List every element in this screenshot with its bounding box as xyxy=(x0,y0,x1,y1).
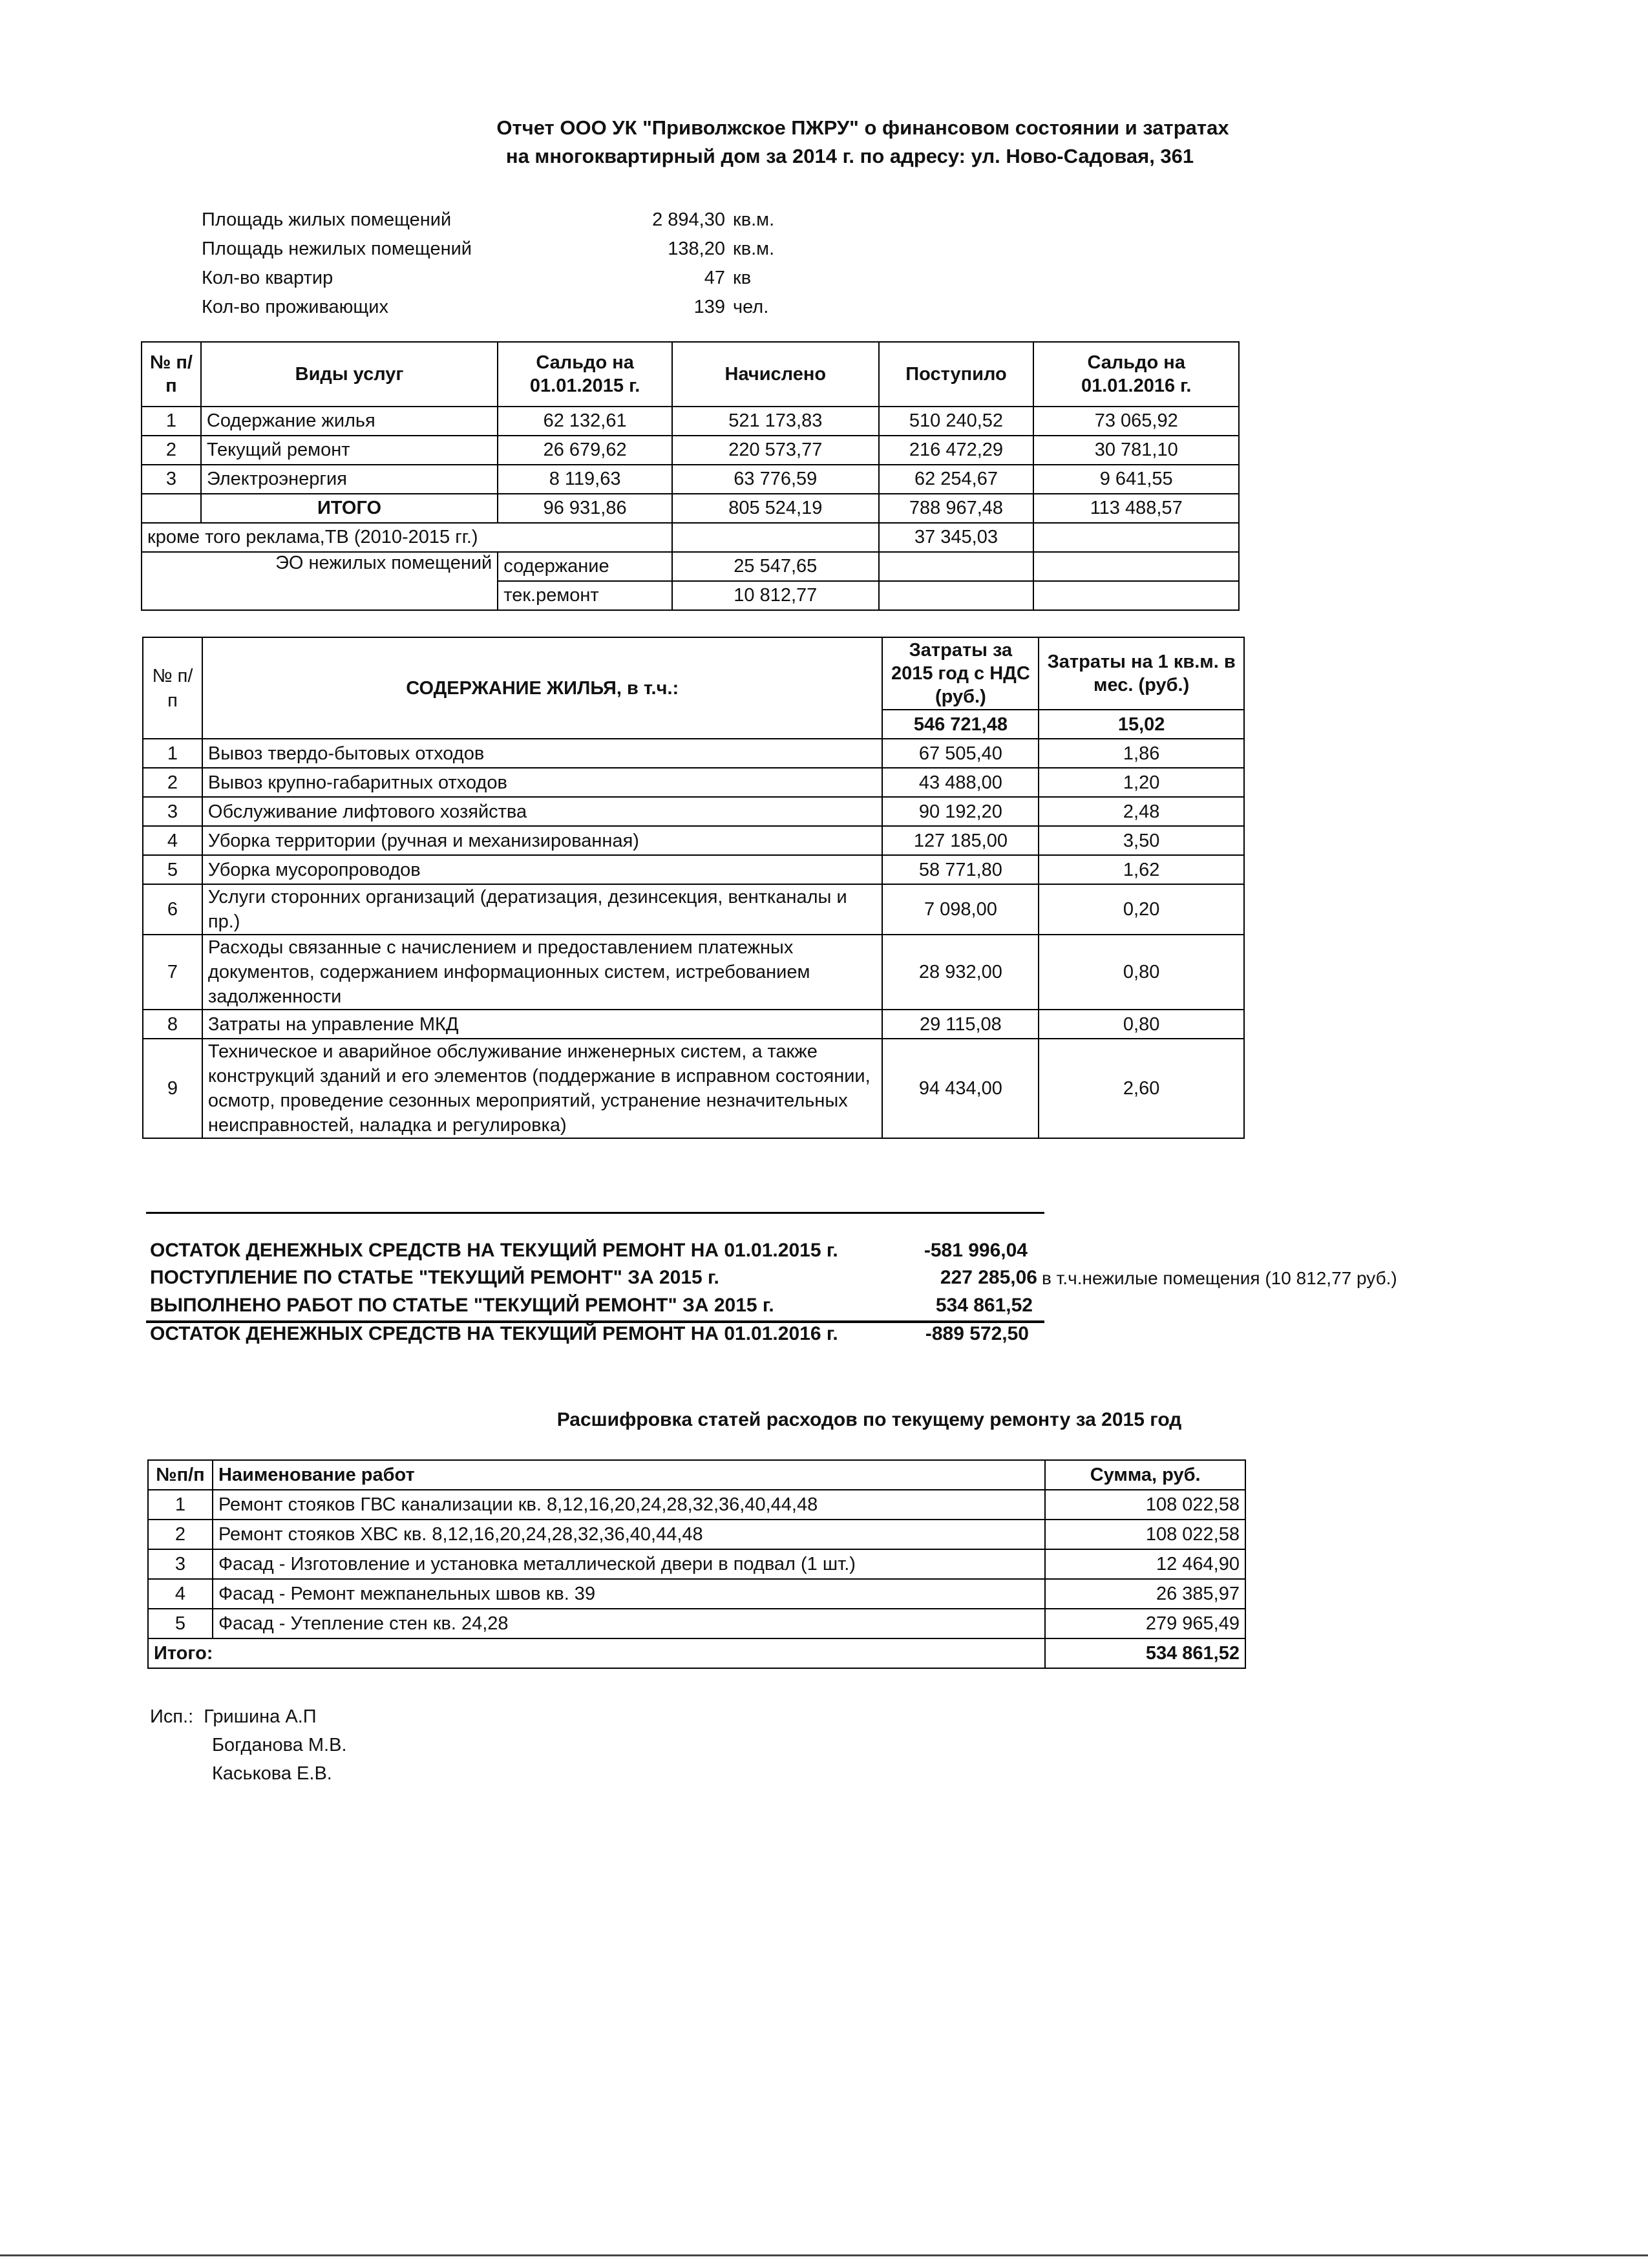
table-row xyxy=(143,1010,1244,1039)
cell-charged: 220 573,77 xyxy=(672,436,879,465)
cell-cost: 127 185,00 xyxy=(882,826,1039,855)
divider xyxy=(146,1212,1044,1214)
cell-service: Содержание жилья xyxy=(201,407,498,436)
cell-received: 216 472,29 xyxy=(879,436,1034,465)
cell-num: 5 xyxy=(148,1609,213,1638)
executor-name: Каськова Е.В. xyxy=(212,1763,332,1784)
info-label: Кол-во квартир xyxy=(202,268,333,288)
executors xyxy=(150,1702,347,1788)
cell-sum: 26 385,97 xyxy=(1045,1579,1245,1609)
nonres-row xyxy=(142,552,1239,581)
info-unit: чел. xyxy=(733,297,769,317)
col-header-num: № п/п xyxy=(143,637,202,739)
total-row xyxy=(142,494,1239,523)
cell-cost: 58 771,80 xyxy=(882,855,1039,884)
cell-sum: 12 464,90 xyxy=(1045,1549,1245,1579)
cell-item: Техническое и аварийное обслуживание инженерных систем, а также конструкций зданий и его элементов (поддержание в исправном состоянии, осмотр, проведение сезонных мероприятий, устранение незначительных неисправностей, наладка и регулировка) xyxy=(202,1039,883,1138)
cell-num: 2 xyxy=(148,1520,213,1549)
cell-item: Услуги сторонних организаций (дератизация, дезинсекция, вентканалы и пр.) xyxy=(202,884,883,935)
cell-work: Фасад - Изготовление и установка металлической двери в подвал (1 шт.) xyxy=(213,1549,1045,1579)
nonres-empty-cell xyxy=(1033,552,1239,581)
building-info xyxy=(202,206,774,322)
cell-per-m2: 0,20 xyxy=(1039,884,1244,935)
table-row xyxy=(148,1579,1245,1609)
table-row xyxy=(143,768,1244,797)
cell-cost: 43 488,00 xyxy=(882,768,1039,797)
report-title-line1: Отчет ООО УК "Приволжское ПЖРУ" о финансовом состоянии и затратах xyxy=(496,116,1229,139)
cell-item: Обслуживание лифтового хозяйства xyxy=(202,797,883,826)
cell-work: Фасад - Утепление стен кв. 24,28 xyxy=(213,1609,1045,1638)
table-row xyxy=(148,1520,1245,1549)
cell-item: Вывоз крупно-габаритных отходов xyxy=(202,768,883,797)
table-row xyxy=(148,1490,1245,1520)
col-header-num: №п/п xyxy=(148,1460,213,1490)
cell-cost: 67 505,40 xyxy=(882,739,1039,768)
table-row xyxy=(143,826,1244,855)
col-header-num: № п/п xyxy=(142,342,201,407)
table-row xyxy=(143,797,1244,826)
extra-ads-label: кроме того реклама,ТВ (2010-2015 гг.) xyxy=(142,523,672,552)
info-value: 2 894,30 xyxy=(652,209,725,230)
info-row xyxy=(202,293,774,322)
info-row xyxy=(202,264,774,293)
total-charged: 805 524,19 xyxy=(672,494,879,523)
table-row xyxy=(142,436,1239,465)
nonres-type: тек.ремонт xyxy=(498,581,672,610)
col-header-saldo-start: Сальдо на 01.01.2015 г. xyxy=(498,342,672,407)
cell-num: 9 xyxy=(143,1039,202,1138)
extra-ads-row xyxy=(142,523,1239,552)
cell-num: 4 xyxy=(148,1579,213,1609)
info-value: 138,20 xyxy=(668,238,725,259)
nonres-empty-cell xyxy=(879,581,1034,610)
cell-num: 5 xyxy=(143,855,202,884)
cell-work: Фасад - Ремонт межпанельных швов кв. 39 xyxy=(213,1579,1045,1609)
extra-ads-received: 37 345,03 xyxy=(879,523,1034,552)
total-received: 788 967,48 xyxy=(879,494,1034,523)
col-header-cost: Затраты за 2015 год с НДС (руб.) xyxy=(882,637,1039,710)
report-title-line2: на многоквартирный дом за 2014 г. по адресу: ул. Ново-Садовая, 361 xyxy=(505,145,1194,167)
table-row xyxy=(143,855,1244,884)
cell-num: 4 xyxy=(143,826,202,855)
col-header-sum: Сумма, руб. xyxy=(1045,1460,1245,1490)
cell-per-m2: 3,50 xyxy=(1039,826,1244,855)
cell-saldo-end: 9 641,55 xyxy=(1033,465,1239,494)
report-title xyxy=(0,114,1648,171)
cell-received: 62 254,67 xyxy=(879,465,1034,494)
info-label: Кол-во проживающих xyxy=(202,297,388,317)
cell-saldo-end: 30 781,10 xyxy=(1033,436,1239,465)
extra-empty-cell xyxy=(1033,523,1239,552)
cell-cost: 7 098,00 xyxy=(882,884,1039,935)
info-value: 139 xyxy=(693,297,725,317)
income-label: ПОСТУПЛЕНИЕ ПО СТАТЬЕ "ТЕКУЩИЙ РЕМОНТ" ЗА 2015 г. xyxy=(150,1267,719,1288)
info-unit: кв xyxy=(733,268,752,288)
total-empty-cell xyxy=(142,494,201,523)
repairs-total-label: Итого: xyxy=(148,1638,1045,1668)
cell-num: 3 xyxy=(143,797,202,826)
cell-per-m2: 2,48 xyxy=(1039,797,1244,826)
table-row xyxy=(148,1609,1245,1638)
table-row xyxy=(143,1039,1244,1138)
cell-cost: 94 434,00 xyxy=(882,1039,1039,1138)
cell-saldo-start: 62 132,61 xyxy=(498,407,672,436)
cell-num: 3 xyxy=(148,1549,213,1579)
cell-item: Расходы связанные с начислением и предоставлением платежных документов, содержанием информационных систем, истребованием задолженности xyxy=(202,935,883,1010)
cell-num: 2 xyxy=(143,768,202,797)
total-saldo-end: 113 488,57 xyxy=(1033,494,1239,523)
nonres-label: ЭО нежилых помещений xyxy=(142,552,498,610)
info-row xyxy=(202,206,774,235)
cell-service: Текущий ремонт xyxy=(201,436,498,465)
cell-per-m2: 0,80 xyxy=(1039,1010,1244,1039)
works-done-label: ВЫПОЛНЕНО РАБОТ ПО СТАТЬЕ "ТЕКУЩИЙ РЕМОНТ" ЗА 2015 г. xyxy=(150,1295,774,1316)
balance-end-value: -889 572,50 xyxy=(925,1323,1029,1344)
cell-item: Вывоз твердо-бытовых отходов xyxy=(202,739,883,768)
income-note: в т.ч.нежилые помещения (10 812,77 руб.) xyxy=(1042,1268,1397,1288)
table-header-row xyxy=(148,1460,1245,1490)
cell-num: 1 xyxy=(142,407,201,436)
info-row xyxy=(202,235,774,264)
services-table xyxy=(141,341,1240,611)
cell-num: 1 xyxy=(148,1490,213,1520)
cell-received: 510 240,52 xyxy=(879,407,1034,436)
repairs-title: Расшифровка статей расходов по текущему ремонту за 2015 год xyxy=(556,1409,1182,1430)
table-row xyxy=(142,465,1239,494)
info-label: Площадь жилых помещений xyxy=(202,209,452,230)
executors-label: Исп.: xyxy=(150,1706,194,1727)
total-per-m2: 15,02 xyxy=(1039,710,1244,739)
cell-work: Ремонт стояков ГВС канализации кв. 8,12,16,20,24,28,32,36,40,44,48 xyxy=(213,1490,1045,1520)
cell-num: 8 xyxy=(143,1010,202,1039)
table-row xyxy=(148,1549,1245,1579)
page-bottom-line xyxy=(0,2254,1648,2256)
total-row xyxy=(148,1638,1245,1668)
cell-service: Электроэнергия xyxy=(201,465,498,494)
cell-saldo-start: 8 119,63 xyxy=(498,465,672,494)
balance-start-label: ОСТАТОК ДЕНЕЖНЫХ СРЕДСТВ НА ТЕКУЩИЙ РЕМОНТ НА 01.01.2015 г. xyxy=(150,1240,838,1261)
col-header-charged: Начислено xyxy=(672,342,879,407)
cell-cost: 28 932,00 xyxy=(882,935,1039,1010)
table-header-row xyxy=(143,637,1244,710)
nonres-empty-cell xyxy=(1033,581,1239,610)
info-unit: кв.м. xyxy=(733,209,775,230)
balance-start-value: -581 996,04 xyxy=(924,1240,1028,1261)
cell-per-m2: 0,80 xyxy=(1039,935,1244,1010)
extra-empty-cell xyxy=(672,523,879,552)
cell-num: 1 xyxy=(143,739,202,768)
cell-sum: 279 965,49 xyxy=(1045,1609,1245,1638)
executor-name: Богданова М.В. xyxy=(212,1735,347,1755)
info-label: Площадь нежилых помещений xyxy=(202,238,472,259)
total-saldo-start: 96 931,86 xyxy=(498,494,672,523)
cell-num: 7 xyxy=(143,935,202,1010)
income-value: 227 285,06 xyxy=(940,1267,1037,1288)
cell-per-m2: 2,60 xyxy=(1039,1039,1244,1138)
nonres-type: содержание xyxy=(498,552,672,581)
info-value: 47 xyxy=(704,268,725,288)
cell-cost: 90 192,20 xyxy=(882,797,1039,826)
col-header-work: Наименование работ xyxy=(213,1460,1045,1490)
col-header-per-m2: Затраты на 1 кв.м. в мес. (руб.) xyxy=(1039,637,1244,710)
table-row xyxy=(143,884,1244,935)
cell-charged: 63 776,59 xyxy=(672,465,879,494)
executor-name: Гришина А.П xyxy=(204,1706,317,1727)
total-label: ИТОГО xyxy=(201,494,498,523)
cell-per-m2: 1,20 xyxy=(1039,768,1244,797)
col-header-saldo-end: Сальдо на 01.01.2016 г. xyxy=(1033,342,1239,407)
repairs-total-value: 534 861,52 xyxy=(1045,1638,1245,1668)
nonres-charged: 25 547,65 xyxy=(672,552,879,581)
cell-per-m2: 1,86 xyxy=(1039,739,1244,768)
cell-item: Уборка мусоропроводов xyxy=(202,855,883,884)
cell-per-m2: 1,62 xyxy=(1039,855,1244,884)
table-row xyxy=(143,935,1244,1010)
cell-saldo-start: 26 679,62 xyxy=(498,436,672,465)
cell-work: Ремонт стояков ХВС кв. 8,12,16,20,24,28,32,36,40,44,48 xyxy=(213,1520,1045,1549)
table-header-row xyxy=(142,342,1239,407)
cell-num: 6 xyxy=(143,884,202,935)
cell-saldo-end: 73 065,92 xyxy=(1033,407,1239,436)
cell-num: 3 xyxy=(142,465,201,494)
nonres-empty-cell xyxy=(879,552,1034,581)
col-header-service: Виды услуг xyxy=(201,342,498,407)
works-done-value: 534 861,52 xyxy=(935,1295,1033,1316)
total-cost: 546 721,48 xyxy=(882,710,1039,739)
cell-item: Уборка территории (ручная и механизированная) xyxy=(202,826,883,855)
nonres-charged: 10 812,77 xyxy=(672,581,879,610)
cell-sum: 108 022,58 xyxy=(1045,1520,1245,1549)
col-header-received: Поступило xyxy=(879,342,1034,407)
cell-cost: 29 115,08 xyxy=(882,1010,1039,1039)
cell-charged: 521 173,83 xyxy=(672,407,879,436)
info-unit: кв.м. xyxy=(733,238,775,259)
cell-sum: 108 022,58 xyxy=(1045,1490,1245,1520)
table-row xyxy=(142,407,1239,436)
col-header-maintenance: СОДЕРЖАНИЕ ЖИЛЬЯ, в т.ч.: xyxy=(202,637,883,739)
table-row xyxy=(143,739,1244,768)
balance-end-label: ОСТАТОК ДЕНЕЖНЫХ СРЕДСТВ НА ТЕКУЩИЙ РЕМОНТ НА 01.01.2016 г. xyxy=(150,1323,838,1344)
cell-num: 2 xyxy=(142,436,201,465)
maintenance-table xyxy=(142,637,1245,1139)
cell-item: Затраты на управление МКД xyxy=(202,1010,883,1039)
repairs-table xyxy=(147,1459,1246,1669)
